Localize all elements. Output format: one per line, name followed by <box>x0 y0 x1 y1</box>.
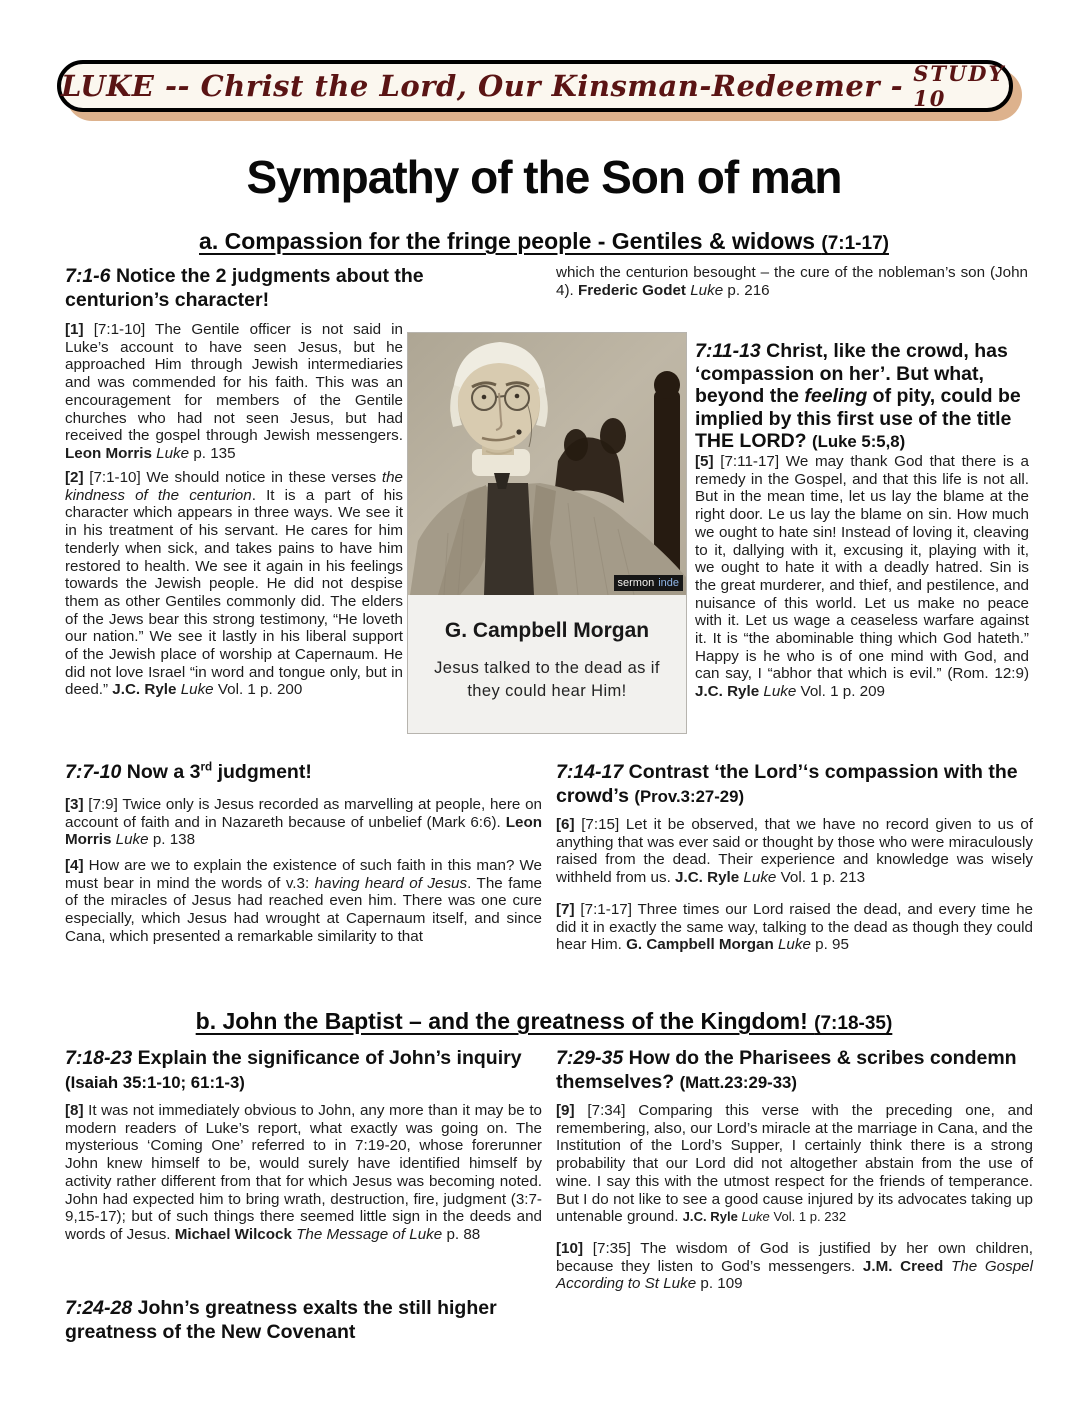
section-b-ref: (7:18-35) <box>814 1013 893 1034</box>
paragraph-7: [7] [7:1-17] Three times our Lord raised the dead, and every time he did it in exactly the same way, talking to the dead as though they could hear Him. G. Campbell Morgan Luke p. 95 <box>556 901 1033 954</box>
section-a-heading <box>0 228 1088 255</box>
photo-caption-name: G. Campbell Morgan <box>444 619 650 642</box>
paragraph-1: [1] [7:1-10] The Gentile officer is not said in Luke’s account to have seen Jesus, but he approached Him through Jewish intermediaries and was commended for his faith. This was an encouragement for members of the Gentile churches who had not seen Jesus, but had received the gospel through Jewish messengers. Leon Morris Luke p. 135 <box>65 321 403 462</box>
section-b-label: b. John the Baptist – and the greatness of the Kingdom! <box>195 1008 815 1034</box>
heading-7-7-10: 7:7-10 Now a 3rd judgment! <box>65 760 312 783</box>
section-a-ref: (7:1-17) <box>821 233 889 254</box>
watermark-text-2: inde <box>658 577 679 589</box>
paragraph-8: [8] It was not immediately obvious to John, any more than it may be to modern readers of Luke’s report, what exactly was going on. The mysterious ‘Coming One’ referred to in 7:19-20, whose forerunner John knew himself to be, would surely have identified himself by activity rather different from that for which Jesus was becoming noted. John had expected him to bring wrath, destruction, fire, judgment (3:7-9,15-17); but of such things there seemed little sign in the deeds and words of Jesus. Michael Wilcock The Message of Luke p. 88 <box>65 1102 542 1243</box>
paragraph-4: [4] How are we to explain the existence of such faith in this man? We must bear in mind the words of v.3: having heard of Jesus. The fame of the miracles of Jesus had reached even him. There was one cure especially, which Jesus had wrought at Capernaum itself, and since Cana, which presented a remarkable similarity to that <box>65 857 542 945</box>
portrait-photo <box>408 333 686 595</box>
heading-7-29-35: 7:29-35 How do the Pharisees & scribes condemn themselves? (Matt.23:29-33) <box>556 1047 1017 1094</box>
paragraph-3: [3] [7:9] Twice only is Jesus recorded as marvelling at people, here on account of faith and in Nazareth because of unbelief (Mark 6:6). Leon Morris Luke p. 138 <box>65 796 542 849</box>
heading-7-11-13: 7:11-13 Christ, like the crowd, has ‘compassion on her’. But what, beyond the feeling of pity, could be implied by this first use of the title THE LORD? (Luke 5:5,8) <box>695 340 1021 453</box>
heading-7-14-17: 7:14-17 Contrast ‘the Lord’‘s compassion with the crowd’s (Prov.3:27-29) <box>556 761 1018 808</box>
header-banner <box>57 60 1013 112</box>
heading-7-24-28: 7:24-28 John’s greatness exalts the still higher greatness of the New Covenant <box>65 1297 497 1344</box>
photo-caption <box>408 595 686 733</box>
banner-title: LUKE -- Christ the Lord, Our Kinsman-Redeemer - <box>61 69 904 103</box>
paragraph-4-continuation: which the centurion besought – the cure of the nobleman’s son (John 4). Frederic Godet Luke p. 216 <box>556 264 1028 299</box>
paragraph-6: [6] [7:15] Let it be observed, that we have no record given to us of anything that was ever said or thought by those who were miraculously raised from the dead. Their experience and knowledge was wisely withheld from us. J.C. Ryle Luke Vol. 1 p. 213 <box>556 816 1033 887</box>
paragraph-2: [2] [7:1-10] We should notice in these verses the kindness of the centurion. It is a part of his character which appears in three ways. We see it in his treatment of his servant. He cares for him tenderly when sick, and takes pains to have him restored to health. We see it again in his feelings towards the Jewish people. He did not despise them as other Gentiles commonly did. The elders of the Jews bear this strong testimony, “He loveth our nation.” We see it lastly in his liberal support of the Jewish place of worship at Capernaum. He did not love Israel “in word and tongue only, but in deed.” J.C. Ryle Luke Vol. 1 p. 200 <box>65 469 403 699</box>
paragraph-9: [9] [7:34] Comparing this verse with the preceding one, and remembering, also, our Lord’s miracle at the marriage in Cana, and the Institution of the Lord’s Supper, I certainly think there is a strong probability that our Lord did not altogether abstain from the use of wine. I say this with the utmost respect for the friends of temperance. But I do not like to see a good cause injured by its advocates taking up untenable ground. J.C. Ryle Luke Vol. 1 p. 232 <box>556 1102 1033 1226</box>
paragraph-5: [5] [7:11-17] We may thank God that there is a remedy in the Gospel, and that this life is not all. But in the mean time, let us lay the blame at the right door. Le us lay the blame on sin. How much we ought to hate sin! Instead of loving it, cleaving to it, dallying with it, excusing it, playing with it, we ought to hate it with a deadly hatred. Sin is the great murderer, and thief, and pestilence, and nuisance of this world. Let us make no peace with it. Let us wage a ceaseless warfare against it. It is “the abominable thing which God hateth.” Happy is he who is of one mind with God, and can say, I “abhor that which is evil.” (Rom. 12:9) J.C. Ryle Luke Vol. 1 p. 209 <box>695 453 1029 701</box>
banner-study-number: STUDY 10 <box>913 61 1006 111</box>
section-a-label: a. Compassion for the fringe people - Gentiles & widows <box>199 228 822 254</box>
watermark-text: sermon <box>617 577 655 589</box>
photo-caption-text: Jesus talked to the dead as if they could hear Him! <box>434 659 660 700</box>
paragraph-10: [10] [7:35] The wisdom of God is justified by her own children, because they listen to God’s messengers. J.M. Creed The Gospel According to St Luke p. 109 <box>556 1240 1033 1293</box>
section-b-heading <box>0 1008 1088 1035</box>
heading-7-1-6: 7:1-6 Notice the 2 judgments about the centurion’s character! <box>65 265 424 312</box>
portrait-illustration <box>408 333 686 595</box>
page-title: Sympathy of the Son of man <box>246 151 842 203</box>
heading-7-18-23: 7:18-23 Explain the significance of John’s inquiry (Isaiah 35:1-10; 61:1-3) <box>65 1047 522 1093</box>
portrait-figure <box>407 332 687 734</box>
watermark-badge <box>614 575 683 591</box>
